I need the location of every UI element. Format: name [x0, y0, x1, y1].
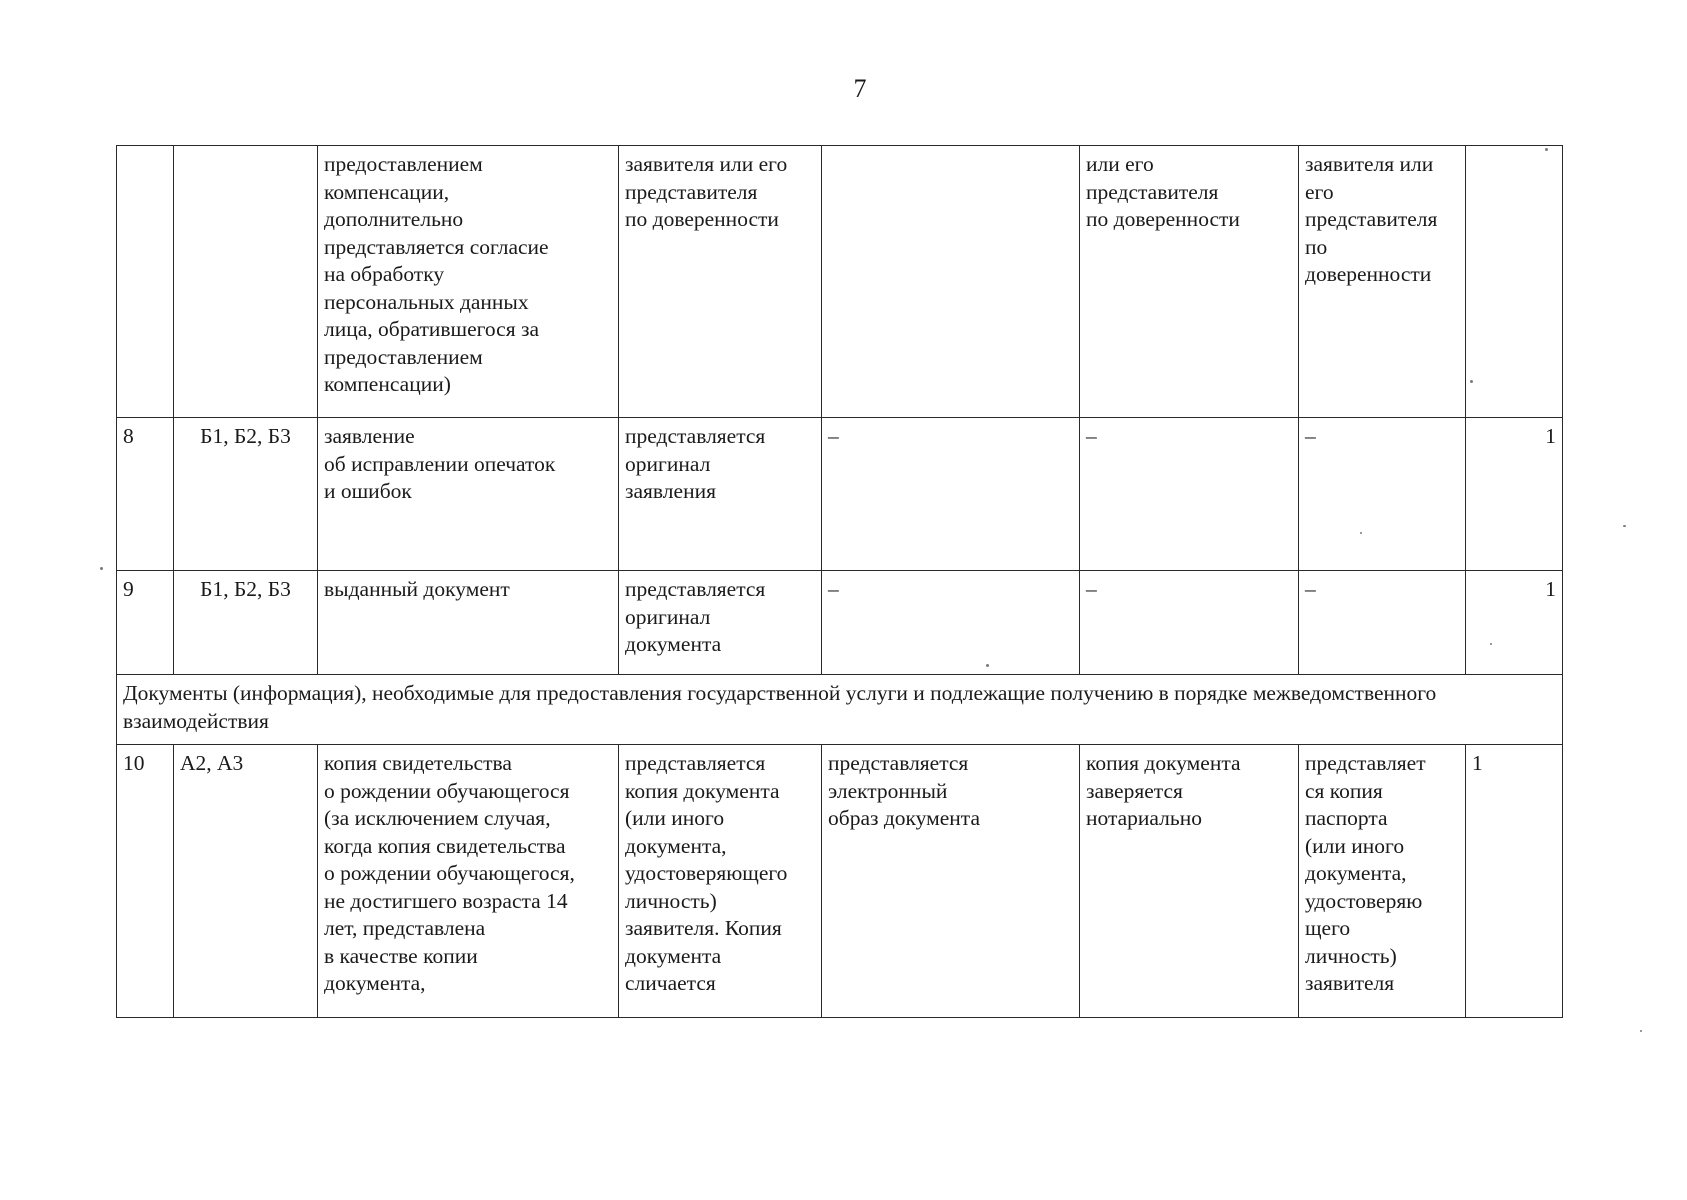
cell-mfc: заявителя или его представителя по доверенности — [1299, 146, 1466, 418]
table-section-header — [117, 675, 1563, 745]
table-row-10 — [117, 745, 1563, 1018]
cell-category: Б1, Б2, Б3 — [174, 571, 318, 675]
cell-document: выданный документ — [318, 571, 619, 675]
cell-electronic: представляется электронный образ документа — [822, 745, 1080, 1018]
cell-num — [117, 146, 174, 418]
cell-electronic — [822, 146, 1080, 418]
cell-mfc: – — [1299, 418, 1466, 571]
cell-document: предоставлением компенсации, дополнительно представляется согласие на обработку персональных данных лица, обратившегося за предоставлением компенсации) — [318, 146, 619, 418]
scan-speck — [100, 567, 103, 570]
cell-count: 1 — [1466, 418, 1563, 571]
cell-personal: заявителя или его представителя по доверенности — [619, 146, 822, 418]
cell-mail: – — [1080, 571, 1299, 675]
page-number: 7 — [853, 74, 867, 103]
cell-personal: представляется копия документа (или иного документа, удостоверяющего личность) заявителя. Копия документа сличается — [619, 745, 822, 1018]
cell-document: копия свидетельства о рождении обучающегося (за исключением случая, когда копия свидетельства о рождении обучающегося, не достигшего возраста 14 лет, представлена в качестве копии документа, — [318, 745, 619, 1018]
cell-num: 9 — [117, 571, 174, 675]
cell-count: 1 — [1466, 745, 1563, 1018]
cell-electronic: – — [822, 571, 1080, 675]
scan-speck — [1490, 643, 1492, 645]
cell-personal: представляется оригинал заявления — [619, 418, 822, 571]
scan-speck — [1640, 1030, 1642, 1032]
cell-mail: – — [1080, 418, 1299, 571]
cell-mfc: – — [1299, 571, 1466, 675]
scan-speck — [1545, 148, 1548, 151]
cell-num: 8 — [117, 418, 174, 571]
cell-electronic: – — [822, 418, 1080, 571]
cell-personal: представляется оригинал документа — [619, 571, 822, 675]
cell-count: 1 — [1466, 571, 1563, 675]
cell-document: заявление об исправлении опечаток и ошибок — [318, 418, 619, 571]
table-row-9 — [117, 571, 1563, 675]
scan-speck — [1623, 525, 1626, 527]
cell-category — [174, 146, 318, 418]
scan-speck — [986, 664, 989, 667]
cell-category: Б1, Б2, Б3 — [174, 418, 318, 571]
cell-category: А2, А3 — [174, 745, 318, 1018]
cell-num: 10 — [117, 745, 174, 1018]
cell-mail: копия документа заверяется нотариально — [1080, 745, 1299, 1018]
cell-mail: или его представителя по доверенности — [1080, 146, 1299, 418]
scan-speck — [1360, 532, 1362, 534]
cell-count — [1466, 146, 1563, 418]
table-row-continuation — [117, 146, 1563, 418]
table-row-8 — [117, 418, 1563, 571]
documents-table — [116, 145, 1563, 1018]
section-title: Документы (информация), необходимые для предоставления государственной услуги и подлежащие получению в порядке межведомственного взаимодействия — [117, 675, 1563, 745]
scan-speck — [1470, 380, 1473, 383]
cell-mfc: представляет ся копия паспорта (или иного документа, удостоверяю щего личность) заявителя — [1299, 745, 1466, 1018]
